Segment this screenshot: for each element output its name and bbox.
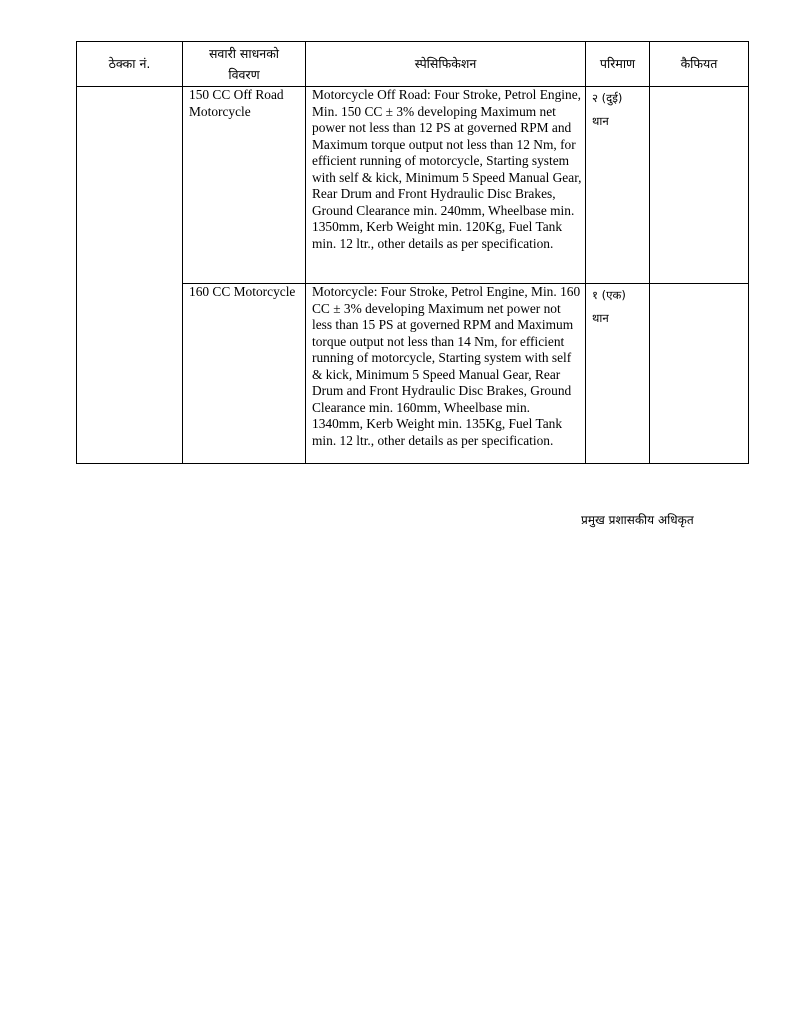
quantity-cell [586,284,650,464]
header-vehicle-description-line2: विवरण [228,67,260,82]
specification-cell: Motorcycle: Four Stroke, Petrol Engine, Min. 160 CC ± 3% developing Maximum net power not less than 15 PS at governed RPM and Maximum torque output not less than 14 Nm, for efficient running of motorcycle, Starting system with self & kick, Minimum 5 Speed Manual Gear, Rear Drum and Front Hydraulic Disc Brakes, Ground Clearance min. 160mm, Wheelbase min. 1340mm, Kerb Weight min. 135Kg, Fuel Tank min. 12 ltr., other details as per specification. [306,284,586,464]
header-specification: स्पेसिफिकेशन [306,42,586,87]
table-header-row [77,42,749,87]
table-row [77,87,749,284]
header-contract-no: ठेक्का नं. [77,42,183,87]
header-remarks: कैफियत [650,42,749,87]
vehicle-name-cell: 160 CC Motorcycle [183,284,306,464]
remarks-cell [650,284,749,464]
contract-no-cell [77,87,183,464]
quantity-count: १ (एक) [592,288,626,302]
vehicle-name-cell: 150 CC Off Road Motorcycle [183,87,306,284]
quantity-count: २ (दुई) [592,91,623,105]
signature-title: प्रमुख प्रशासकीय अधिकृत [581,513,694,527]
specification-cell: Motorcycle Off Road: Four Stroke, Petrol Engine, Min. 150 CC ± 3% developing Maximum net power not less than 12 PS at governed RPM and Maximum torque output not less than 12 Nm, for efficient running of motorcycle, Starting system with self & kick, Minimum 5 Speed Manual Gear, Rear Drum and Front Hydraulic Disc Brakes, Ground Clearance min. 240mm, Wheelbase min. 1350mm, Kerb Weight min. 120Kg, Fuel Tank min. 12 ltr., other details as per specification. [306,87,586,284]
header-vehicle-description-line1: सवारी साधनको [208,46,280,61]
quantity-cell [586,87,650,284]
header-vehicle-description [183,42,306,87]
specification-table [76,41,749,464]
header-quantity: परिमाण [586,42,650,87]
quantity-unit: थान [592,114,609,128]
remarks-cell [650,87,749,284]
quantity-unit: थान [592,311,609,325]
